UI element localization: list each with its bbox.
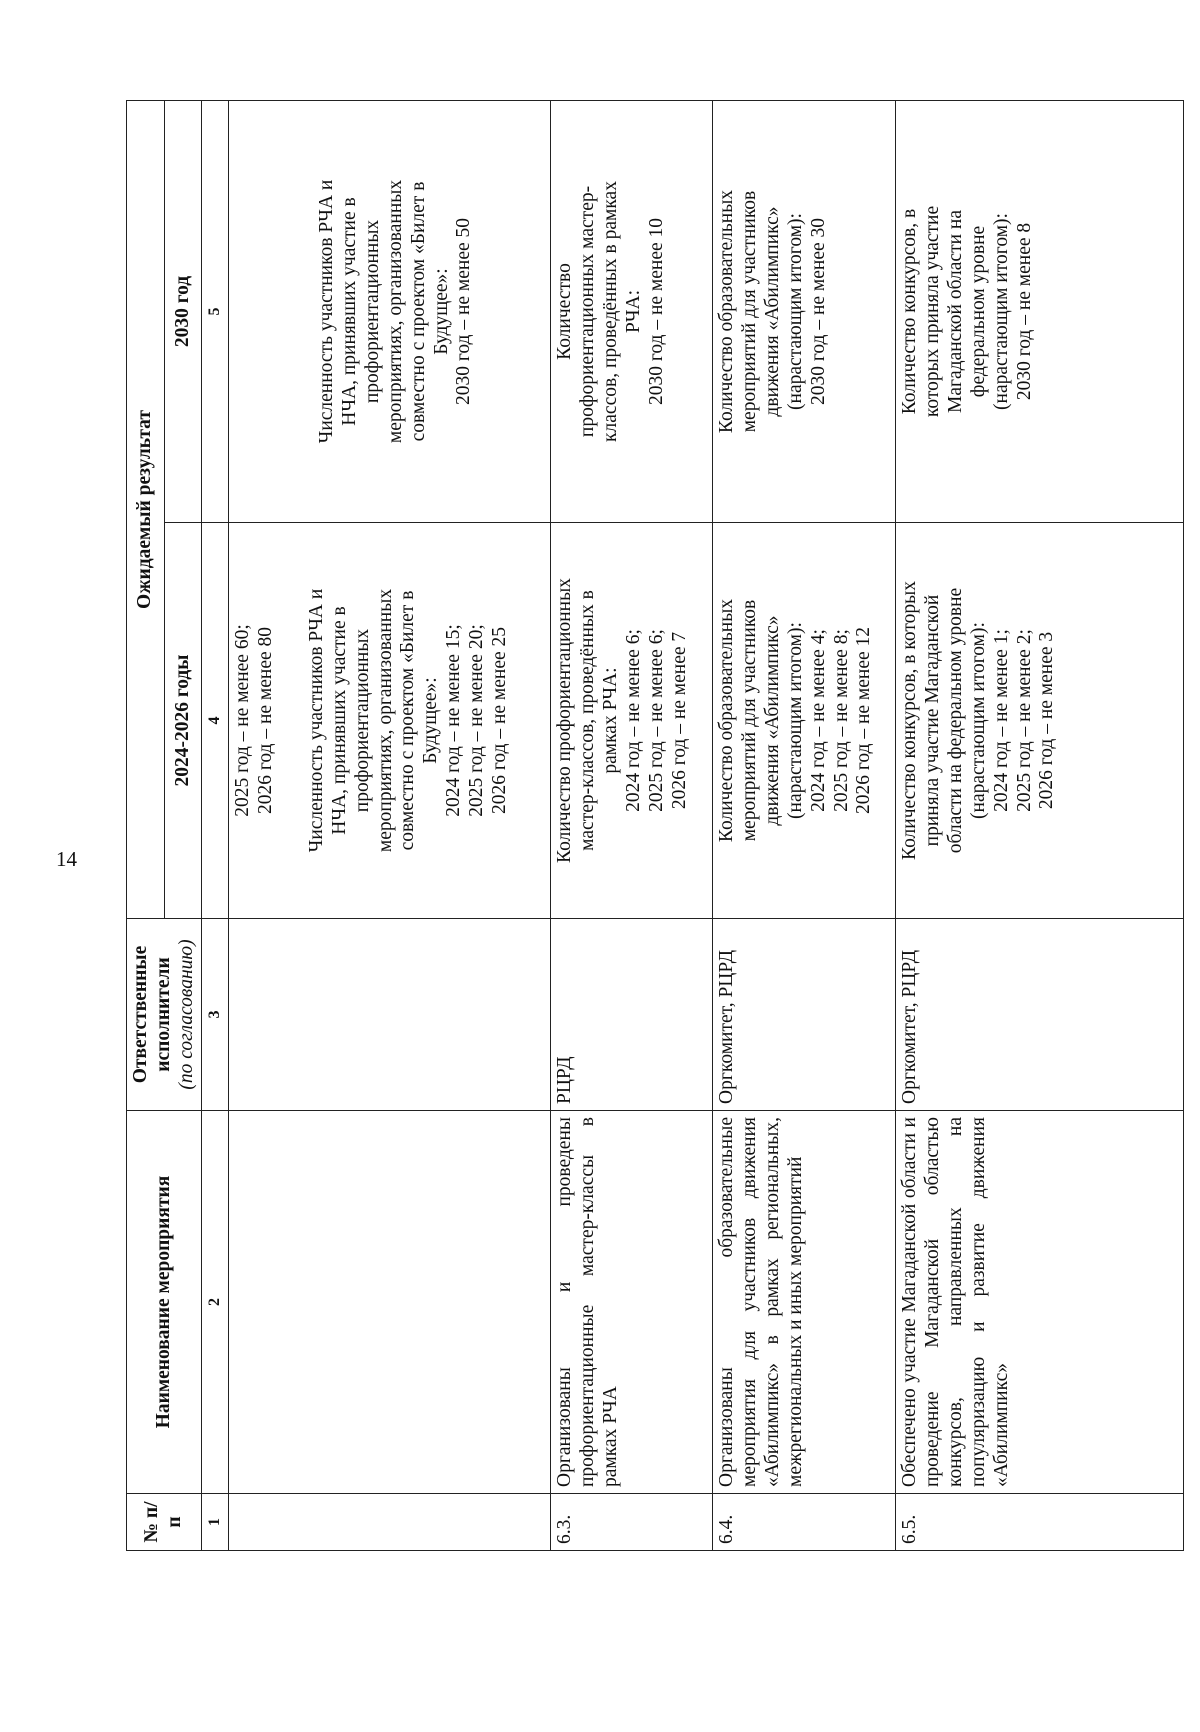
text-line: 2025 год – не менее 2; — [1013, 629, 1035, 812]
text-line: совместно с проектом «Билет в — [407, 181, 429, 442]
text-line: 2024 год – не менее 6; — [622, 629, 644, 812]
text-line: профориентационных мастер- — [577, 185, 599, 438]
text-line: движения «Абилимпикс» — [762, 206, 784, 417]
header-name: Наименование мероприятия — [127, 1111, 202, 1494]
cell-no: 6.3. — [551, 1494, 713, 1551]
column-number: 1 — [202, 1494, 229, 1551]
text-line: Численность участников РЧА и — [316, 179, 338, 444]
cell-result-2030 — [229, 100, 551, 522]
text-line: мероприятий для участников — [739, 190, 761, 433]
cell-no — [229, 1494, 551, 1551]
cell-result-2024-2026 — [896, 523, 1184, 919]
text-line: совместно с проектом «Билет в — [397, 590, 419, 851]
text-line: Количество конкурсов, в — [899, 208, 921, 415]
text-line: (нарастающим итогом): — [990, 213, 1012, 410]
text-line: федеральном уровне — [967, 225, 989, 398]
text-line: НЧА, принявших участие в — [328, 606, 350, 835]
text-line: классов, проведённых в рамках — [600, 181, 622, 442]
column-number: 3 — [202, 919, 229, 1111]
header-result-2030: 2030 год — [164, 100, 202, 522]
table-row — [896, 100, 1184, 1550]
text-line: Количество образовательных — [716, 598, 738, 843]
cell-responsible — [229, 919, 551, 1111]
table-row — [713, 100, 896, 1550]
text-line: рамках РЧА: — [600, 667, 622, 774]
text-line: 2024 год – не менее 1; — [990, 629, 1012, 812]
cell-responsible: Оргкомитет, РЦРД — [713, 919, 896, 1111]
text-line: Численность участников РЧА и — [306, 588, 328, 853]
text-line: области на федеральном уровне — [945, 587, 967, 854]
text-line: Количество — [554, 263, 576, 360]
table-row-continuation — [229, 100, 551, 1550]
header-no: № п/п — [127, 1494, 202, 1551]
rotated-table-container — [126, 101, 1184, 1551]
text-line: 2030 год – не менее 10 — [645, 217, 667, 406]
page-number: 14 — [56, 847, 77, 871]
text-line: 2026 год – не менее 12 — [853, 626, 875, 815]
cell-name: Организованы и проведены профориентационные мастер-классы в рамках РЧА — [551, 1111, 713, 1494]
text-line: Количество профориентационных — [554, 578, 576, 863]
cell-name — [229, 1111, 551, 1494]
text-line: (нарастающим итогом): — [784, 622, 806, 819]
text-line: мастер-классов, проведённых в — [577, 590, 599, 851]
text-line: мероприятиях, организованных — [374, 588, 396, 853]
text-line: 2026 год – не менее 3 — [1036, 631, 1058, 810]
text-line: 2030 год – не менее 50 — [453, 217, 475, 406]
text-line: 2025 год – не менее 8; — [830, 629, 852, 812]
text-line: 2026 год – не менее 80 — [255, 626, 277, 815]
cell-result-2024-2026 — [229, 523, 551, 919]
text-line: РЧА: — [622, 289, 644, 334]
header-responsible — [127, 919, 202, 1111]
text-line: 2024 год – не менее 4; — [807, 629, 829, 812]
text-line: мероприятий для участников — [739, 599, 761, 842]
text-line: Будущее»: — [420, 677, 442, 764]
column-number: 2 — [202, 1111, 229, 1494]
events-table — [126, 100, 1184, 1551]
text-line: Количество конкурсов, в которых — [899, 581, 921, 860]
text-line: 2030 год – не менее 8 — [1013, 222, 1035, 401]
text-line: 2025 год – не менее 6; — [645, 629, 667, 812]
text-line: движения «Абилимпикс» — [762, 615, 784, 826]
text-line: профориентационных — [362, 219, 384, 404]
header-responsible-note: (по согласованию) — [175, 939, 197, 1090]
header-expected-result: Ожидаемый результат — [127, 100, 165, 918]
cell-no: 6.5. — [896, 1494, 1184, 1551]
text-line: мероприятиях, организованных — [384, 179, 406, 444]
cell-result-2030 — [551, 100, 713, 522]
cell-responsible: РЦРД — [551, 919, 713, 1111]
column-number: 5 — [202, 100, 229, 522]
text-line: приняла участие Магаданской — [922, 594, 944, 847]
header-responsible-label: Ответственные исполнители — [130, 945, 174, 1084]
text-line: (нарастающим итогом): — [784, 213, 806, 410]
cell-name: Обеспечено участие Магаданской области и проведение Магаданской областью конкурсов, направленных на популяризацию и развитие движения «Абилимпикс» — [896, 1111, 1184, 1494]
cell-no: 6.4. — [713, 1494, 896, 1551]
header-result-2024-2026: 2024-2026 годы — [164, 523, 202, 919]
text-line: 2026 год – не менее 25 — [488, 626, 510, 815]
column-number-row — [202, 100, 229, 1550]
column-number: 4 — [202, 523, 229, 919]
text-line: Количество образовательных — [716, 189, 738, 434]
text-line: 2024 год – не менее 15; — [442, 624, 464, 817]
text-line: (нарастающим итогом): — [967, 622, 989, 819]
text-line: 2025 год – не менее 60; — [232, 624, 254, 817]
text-line: 2026 год – не менее 7 — [668, 631, 690, 810]
cell-result-2024-2026 — [713, 523, 896, 919]
cell-responsible: Оргкомитет, РЦРД — [896, 919, 1184, 1111]
cell-result-2030 — [713, 100, 896, 522]
cell-name: Организованы образовательные мероприятия для участников движения «Абилимпикс» в рамках региональных, межрегиональных и иных мероприятий — [713, 1111, 896, 1494]
text-line: 2025 год – не менее 20; — [465, 624, 487, 817]
text-line: Магаданской области на — [945, 209, 967, 413]
cell-result-2024-2026 — [551, 523, 713, 919]
text-line: которых приняла участие — [922, 205, 944, 418]
cell-result-2030 — [896, 100, 1184, 522]
text-line: НЧА, принявших участие в — [339, 197, 361, 426]
text-line: 2030 год – не менее 30 — [807, 217, 829, 406]
text-line: профориентационных — [351, 628, 373, 813]
table-row — [551, 100, 713, 1550]
text-line: Будущее»: — [430, 268, 452, 355]
